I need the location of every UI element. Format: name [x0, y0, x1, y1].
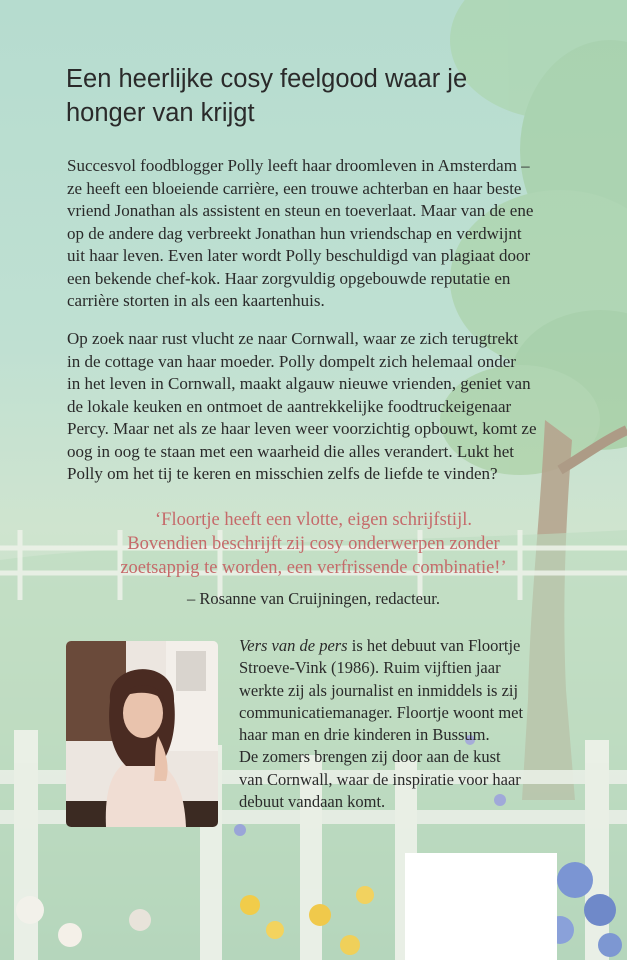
quote-line: Bovendien beschrijft zij cosy onderwerpen zonder	[127, 534, 500, 554]
text-line: Op zoek naar rust vlucht ze naar Cornwall, waar ze zich terugtrekt	[67, 329, 519, 348]
text-line: in de cottage van haar moeder. Polly dompelt zich helemaal onder	[67, 351, 516, 371]
author-photo	[66, 641, 218, 827]
headline-line: Een heerlijke cosy feelgood waar je	[66, 65, 468, 93]
bio-line-rest: is het debuut van Floortje	[347, 636, 521, 655]
text-line: uit haar leven. Even later wordt Polly beschuldigd van plagiaat door	[67, 246, 531, 265]
text-line: ze heeft een bloeiende carrière, een trouwe achterban en haar beste	[67, 178, 522, 198]
headline-line: honger van krijgt	[66, 99, 255, 127]
quote-line: ‘Floortje heeft een vlotte, eigen schrijfstijl.	[155, 510, 472, 530]
text-line: vriend Jonathan als assistent en steun en toeverlaat. Maar van de ene	[67, 201, 534, 220]
bio-line: communicatiemanager. Floortje woont met	[239, 702, 524, 722]
bio-line: Stroeve-Vink (1986). Ruim vijftien jaar	[239, 658, 501, 678]
bio-line: van Cornwall, waar de inspiratie voor haar	[239, 769, 521, 789]
text-line: op de andere dag verbreekt Jonathan hun vriendschap en verdwijnt	[67, 223, 522, 243]
synopsis-paragraph-2	[67, 328, 607, 486]
review-quote	[0, 508, 627, 580]
synopsis-paragraph-1	[67, 155, 607, 313]
text-line: carrière storten in als een kaartenhuis.	[67, 291, 325, 310]
author-bio	[239, 635, 599, 813]
review-attribution: – Rosanne van Cruijningen, redacteur.	[187, 589, 440, 608]
text-line: in het leven in Cornwall, maakt algauw nieuwe vrienden, geniet van	[67, 374, 531, 393]
book-title: Vers van de pers	[239, 636, 348, 655]
quote-line: zoetsappig te worden, een verfrissende combinatie!’	[120, 558, 507, 578]
bio-line: werkte zij als journalist en inmiddels is zij	[239, 680, 519, 700]
bio-line: De zomers brengen zij door aan de kust	[239, 747, 501, 767]
bio-line	[239, 635, 599, 657]
text-line: Percy. Maar net als ze haar leven weer voorzichtig opbouwt, komt ze	[67, 419, 537, 438]
text-line: oog in oog te staan met een waarheid die alles verandert. Lukt het	[67, 441, 515, 461]
text-line: Polly om het tij te keren en misschien zelfs de liefde te vinden?	[67, 464, 498, 483]
headline	[66, 62, 586, 130]
bio-line: haar man en drie kinderen in Bussum.	[239, 725, 490, 745]
bio-line: debuut vandaan komt.	[239, 792, 386, 812]
text-line: Succesvol foodblogger Polly leeft haar droomleven in Amsterdam –	[67, 156, 530, 175]
text-line: de lokale keuken en ontmoet de aantrekkelijke foodtruckeigenaar	[67, 396, 512, 416]
barcode-area	[405, 853, 557, 960]
text-line: een bekende chef-kok. Haar zorgvuldig opgebouwde reputatie en	[67, 268, 511, 288]
